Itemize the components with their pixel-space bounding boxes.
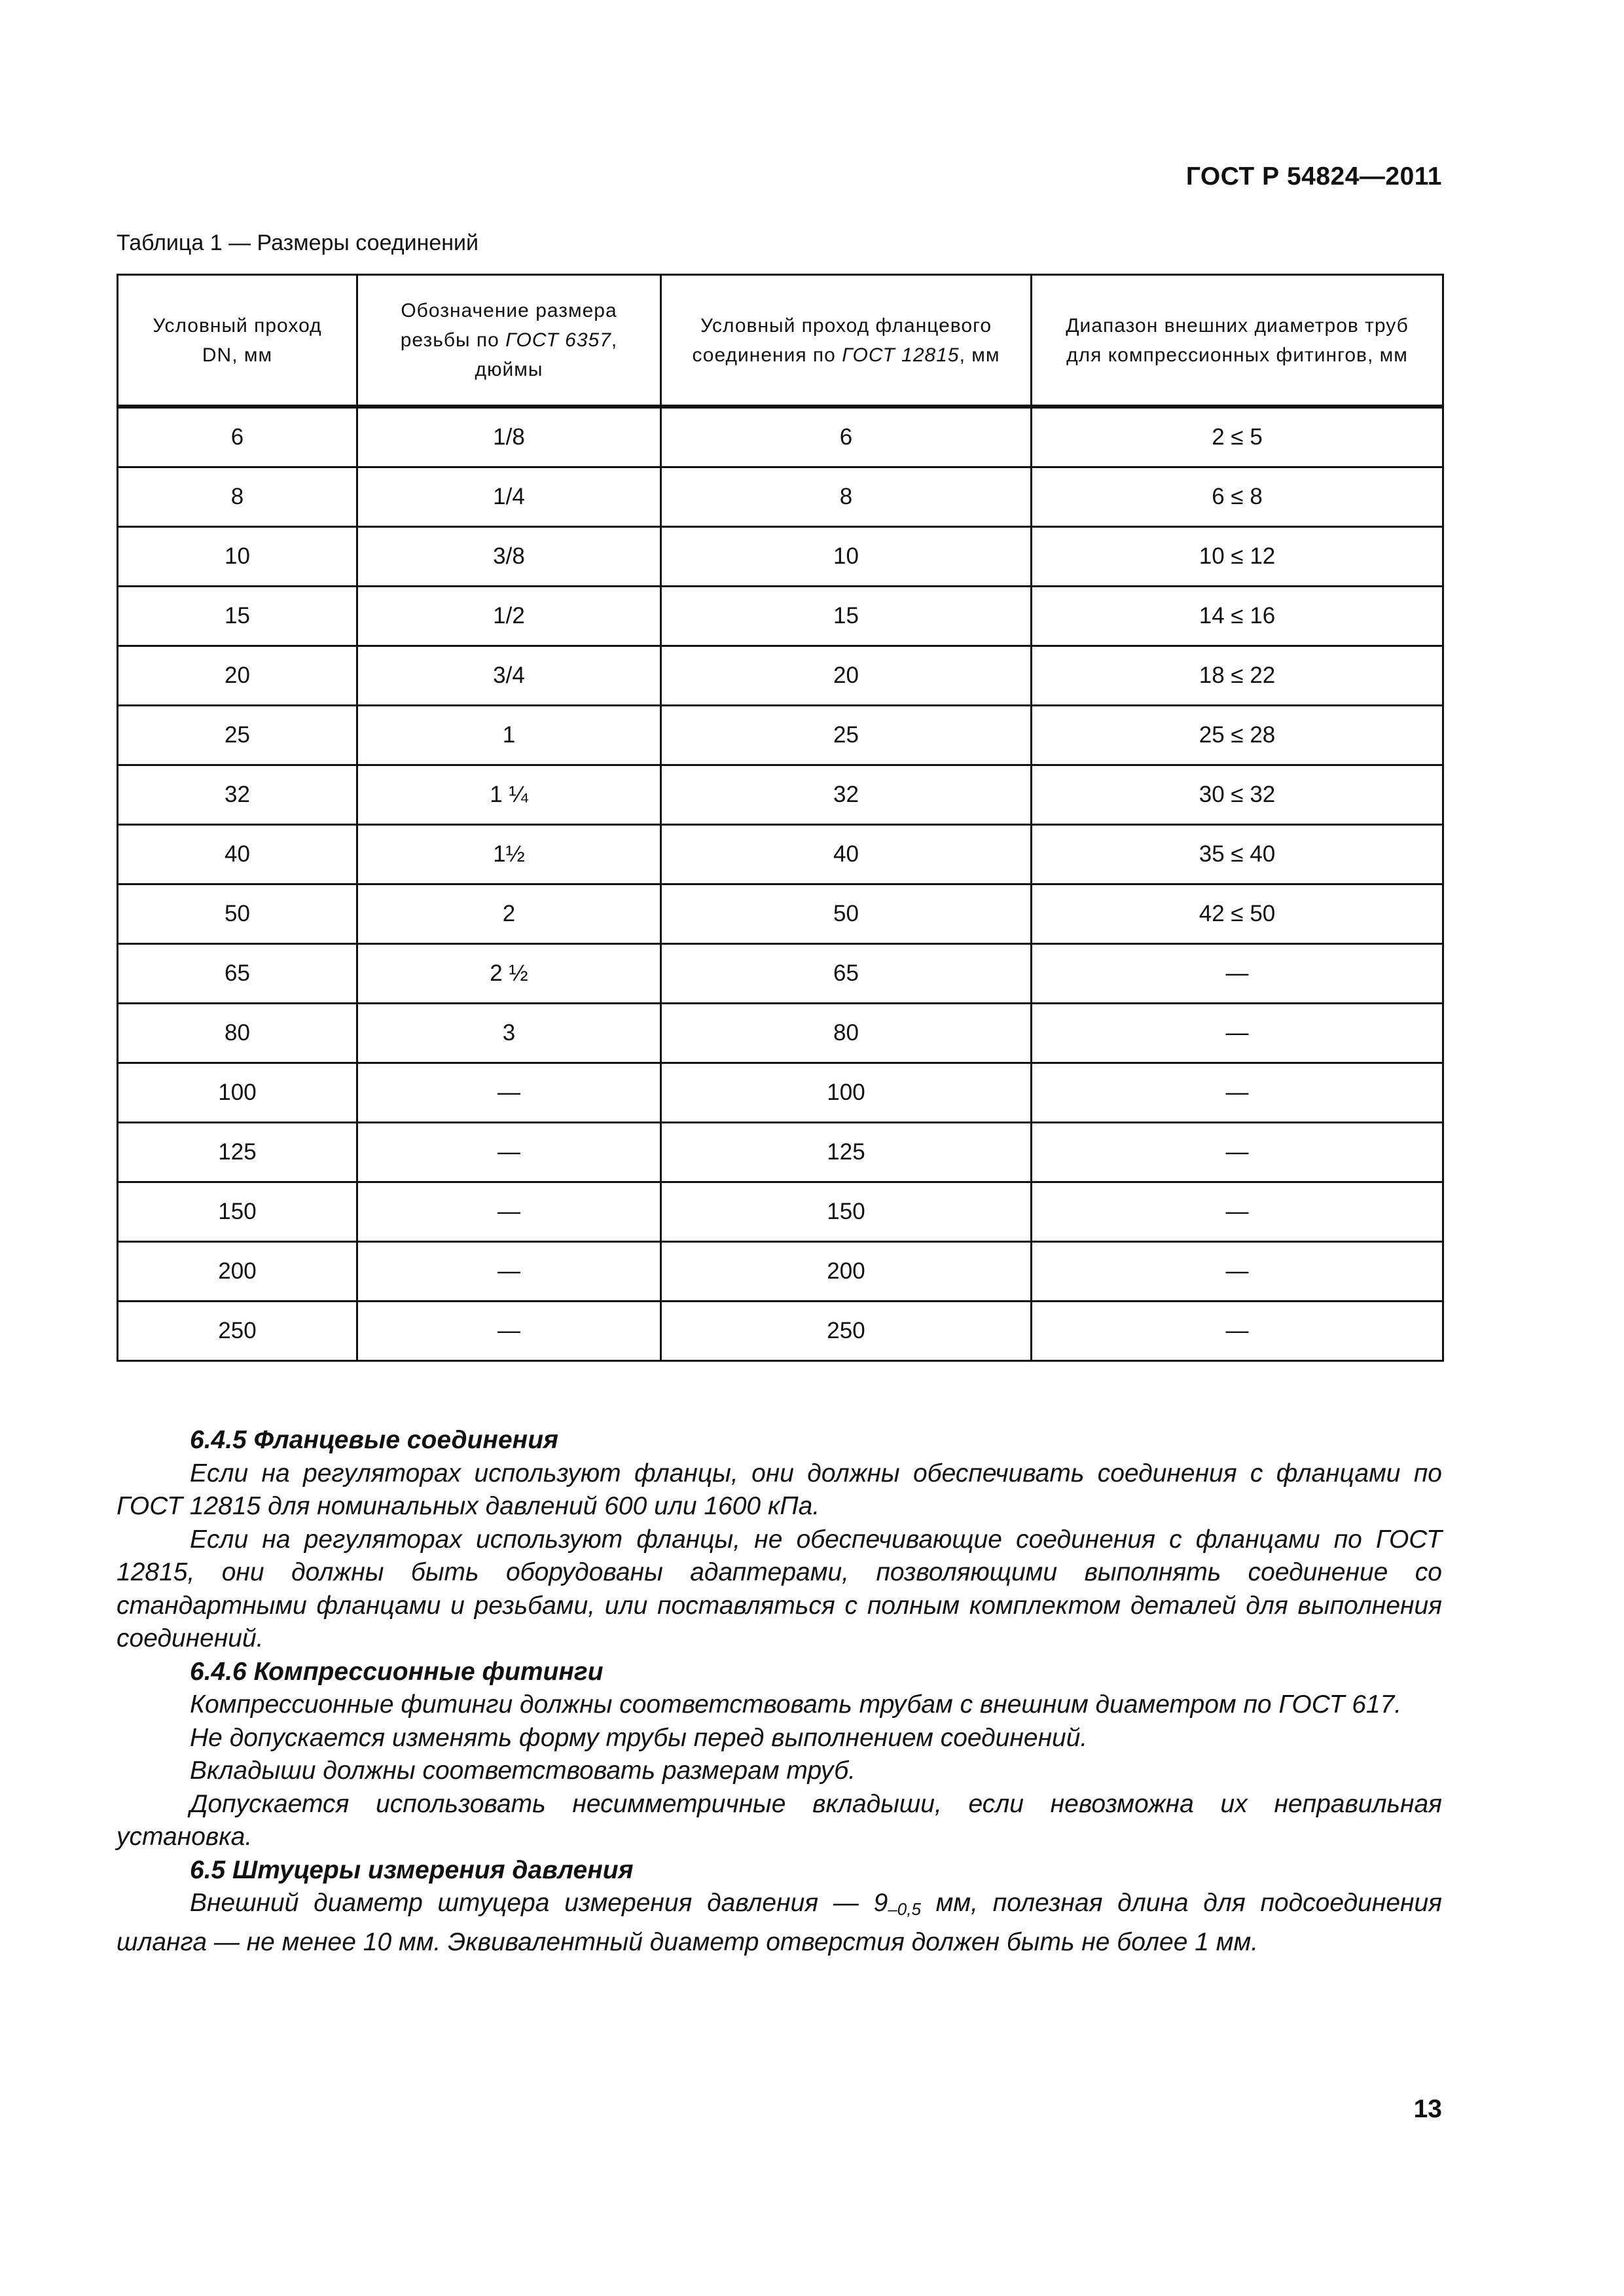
paragraph: Вкладыши должны соответствовать размерам труб. xyxy=(190,1757,856,1785)
header-nominal-diameter xyxy=(118,275,357,407)
header-thread-size xyxy=(357,275,661,407)
nominal-diameter-cell: 8 xyxy=(118,467,357,527)
nominal-diameter-cell: 125 xyxy=(118,1123,357,1182)
header-text: Условный проход xyxy=(153,314,322,337)
thread-size-cell: — xyxy=(357,1302,661,1361)
table-row xyxy=(118,765,1443,825)
nominal-diameter-cell: 15 xyxy=(118,587,357,646)
nominal-diameter-cell: 32 xyxy=(118,765,357,825)
paragraph: Если на регуляторах используют фланцы, они должны обеспечивать соединения с фланцами по ГОСТ 12815 для номинальных давлений 600 или 1600 кПа. xyxy=(117,1459,1442,1520)
header-text: Диапазон внешних диаметров труб xyxy=(1066,314,1409,337)
flange-diameter-cell: 80 xyxy=(661,1004,1032,1063)
table-row xyxy=(118,1302,1443,1361)
pipe-range-cell: — xyxy=(1032,1123,1443,1182)
header-text: соединения по xyxy=(692,344,842,366)
paragraph: Допускается использовать несимметричные вкладыши, если невозможна их неправильная установка. xyxy=(117,1789,1442,1851)
flange-diameter-cell: 100 xyxy=(661,1063,1032,1123)
paragraph: Компрессионные фитинги должны соответствовать трубам с внешним диаметром по ГОСТ 617. xyxy=(190,1690,1402,1719)
nominal-diameter-cell: 50 xyxy=(118,884,357,944)
flange-diameter-cell: 125 xyxy=(661,1123,1032,1182)
thread-size-cell: 1/2 xyxy=(357,587,661,646)
table-row xyxy=(118,646,1443,706)
nominal-diameter-cell: 40 xyxy=(118,825,357,884)
tolerance-subscript: –0,5 xyxy=(888,1899,921,1919)
header-text: DN, мм xyxy=(202,344,273,366)
table-row xyxy=(118,467,1443,527)
header-pipe-diameter-range xyxy=(1032,275,1443,407)
pipe-range-cell: — xyxy=(1032,1063,1443,1123)
document-number: ГОСТ Р 54824—2011 xyxy=(1185,162,1442,191)
nominal-diameter-cell: 250 xyxy=(118,1302,357,1361)
paragraph-text: Внешний диаметр штуцера измерения давления — 9 xyxy=(190,1889,888,1917)
section-title-6-4-6: 6.4.6 Компрессионные фитинги xyxy=(190,1657,604,1686)
table-body xyxy=(118,407,1443,1361)
flange-diameter-cell: 40 xyxy=(661,825,1032,884)
pipe-range-cell: — xyxy=(1032,1302,1443,1361)
table-row xyxy=(118,1242,1443,1302)
table-caption: Таблица 1 — Размеры соединений xyxy=(117,230,479,255)
thread-size-cell: 3/4 xyxy=(357,646,661,706)
thread-size-cell: 1 ¼ xyxy=(357,765,661,825)
page-number: 13 xyxy=(1413,2095,1442,2123)
pipe-range-cell: 42 ≤ 50 xyxy=(1032,884,1443,944)
body-text xyxy=(117,1424,1442,1959)
dimensions-table xyxy=(117,274,1444,1362)
header-text: резьбы по xyxy=(400,329,506,351)
section-title-6-5: 6.5 Штуцеры измерения давления xyxy=(190,1855,634,1884)
flange-diameter-cell: 65 xyxy=(661,944,1032,1004)
nominal-diameter-cell: 150 xyxy=(118,1182,357,1242)
pipe-range-cell: 25 ≤ 28 xyxy=(1032,706,1443,765)
header-flange-diameter xyxy=(661,275,1032,407)
paragraph xyxy=(117,1887,1442,1959)
pipe-range-cell: 2 ≤ 5 xyxy=(1032,407,1443,467)
pipe-range-cell: — xyxy=(1032,944,1443,1004)
thread-size-cell: 1/4 xyxy=(357,467,661,527)
nominal-diameter-cell: 25 xyxy=(118,706,357,765)
table-row xyxy=(118,1004,1443,1063)
pipe-range-cell: 6 ≤ 8 xyxy=(1032,467,1443,527)
flange-diameter-cell: 50 xyxy=(661,884,1032,944)
nominal-diameter-cell: 100 xyxy=(118,1063,357,1123)
pipe-range-cell: 35 ≤ 40 xyxy=(1032,825,1443,884)
pipe-range-cell: — xyxy=(1032,1182,1443,1242)
table-row xyxy=(118,407,1443,467)
table-row xyxy=(118,944,1443,1004)
flange-diameter-cell: 20 xyxy=(661,646,1032,706)
flange-diameter-cell: 15 xyxy=(661,587,1032,646)
thread-size-cell: 1/8 xyxy=(357,407,661,467)
thread-size-cell: — xyxy=(357,1123,661,1182)
header-text: Обозначение размера xyxy=(401,300,617,321)
paragraph: Не допускается изменять форму трубы перед выполнением соединений. xyxy=(190,1723,1088,1752)
thread-size-cell: — xyxy=(357,1242,661,1302)
header-text: для компрессионных фитингов, мм xyxy=(1066,344,1408,366)
paragraph: Если на регуляторах используют фланцы, не обеспечивающие соединения с фланцами по ГОСТ 12815, они должны быть оборудованы адаптерами, позволяющими выполнять соединение со стандартными фланцами и резьбами, или поставляться с полным комплектом деталей для выполнения соединений. xyxy=(117,1525,1442,1652)
header-standard-ref: ГОСТ 6357 xyxy=(505,329,611,351)
flange-diameter-cell: 250 xyxy=(661,1302,1032,1361)
table-row xyxy=(118,587,1443,646)
nominal-diameter-cell: 10 xyxy=(118,527,357,587)
pipe-range-cell: 10 ≤ 12 xyxy=(1032,527,1443,587)
header-standard-ref: ГОСТ 12815 xyxy=(842,344,960,366)
table-row xyxy=(118,527,1443,587)
header-text: , мм xyxy=(959,344,1000,366)
flange-diameter-cell: 10 xyxy=(661,527,1032,587)
header-text: дюймы xyxy=(475,359,543,380)
table-row xyxy=(118,1123,1443,1182)
pipe-range-cell: 18 ≤ 22 xyxy=(1032,646,1443,706)
nominal-diameter-cell: 65 xyxy=(118,944,357,1004)
flange-diameter-cell: 32 xyxy=(661,765,1032,825)
thread-size-cell: — xyxy=(357,1063,661,1123)
section-title-6-4-5: 6.4.5 Фланцевые соединения xyxy=(190,1426,559,1454)
pipe-range-cell: — xyxy=(1032,1004,1443,1063)
nominal-diameter-cell: 20 xyxy=(118,646,357,706)
flange-diameter-cell: 150 xyxy=(661,1182,1032,1242)
nominal-diameter-cell: 80 xyxy=(118,1004,357,1063)
pipe-range-cell: 30 ≤ 32 xyxy=(1032,765,1443,825)
table-row xyxy=(118,1063,1443,1123)
thread-size-cell: 1½ xyxy=(357,825,661,884)
nominal-diameter-cell: 200 xyxy=(118,1242,357,1302)
header-text: Условный проход фланцевого xyxy=(700,314,992,337)
paragraph-text: мм, полезная длина для подсоединения шланга — не менее 10 мм. Эквивалентный диаметр отверстия должен быть не более 1 мм. xyxy=(117,1889,1442,1956)
flange-diameter-cell: 25 xyxy=(661,706,1032,765)
table-row xyxy=(118,1182,1443,1242)
pipe-range-cell: 14 ≤ 16 xyxy=(1032,587,1443,646)
thread-size-cell: — xyxy=(357,1182,661,1242)
table-header-row xyxy=(118,275,1443,407)
table-row xyxy=(118,825,1443,884)
flange-diameter-cell: 6 xyxy=(661,407,1032,467)
header-text: , xyxy=(611,329,618,351)
thread-size-cell: 2 ½ xyxy=(357,944,661,1004)
thread-size-cell: 2 xyxy=(357,884,661,944)
dimensions-table-wrapper xyxy=(117,274,1442,1362)
pipe-range-cell: — xyxy=(1032,1242,1443,1302)
table-row xyxy=(118,706,1443,765)
thread-size-cell: 3/8 xyxy=(357,527,661,587)
nominal-diameter-cell: 6 xyxy=(118,407,357,467)
thread-size-cell: 1 xyxy=(357,706,661,765)
flange-diameter-cell: 8 xyxy=(661,467,1032,527)
table-row xyxy=(118,884,1443,944)
flange-diameter-cell: 200 xyxy=(661,1242,1032,1302)
thread-size-cell: 3 xyxy=(357,1004,661,1063)
